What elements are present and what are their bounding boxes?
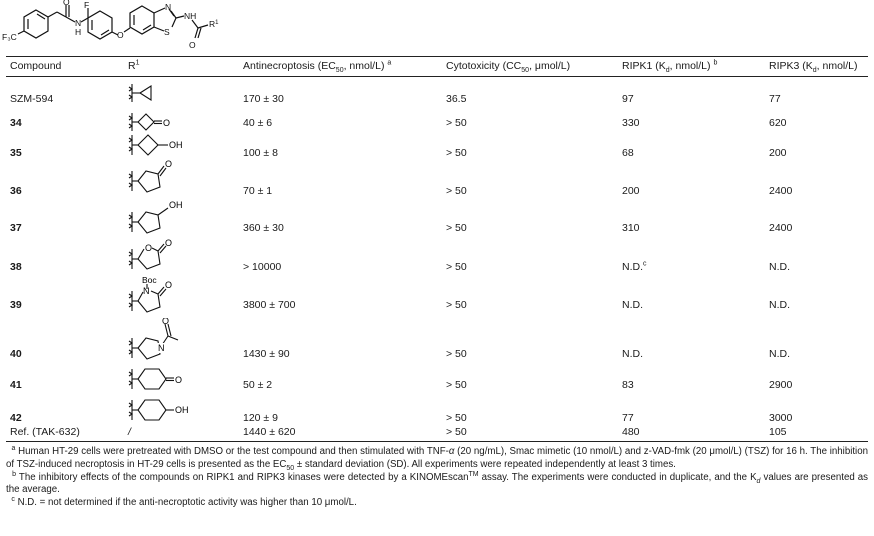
urea-o-label: O <box>189 40 196 50</box>
cell-compound: 38 <box>10 261 22 273</box>
cell-antinecroptosis: 40 ± 6 <box>243 117 273 129</box>
table-header-rule <box>6 76 868 77</box>
cell-cytotoxicity: > 50 <box>446 147 467 159</box>
thiazole-s-label: S <box>164 27 170 37</box>
cell-cytotoxicity: > 50 <box>446 426 467 438</box>
scaffold-structure <box>0 0 250 52</box>
header-compound: Compound <box>10 60 62 72</box>
cell-ripk3: 2900 <box>769 379 793 391</box>
cell-antinecroptosis: 360 ± 30 <box>243 222 284 234</box>
header-antinecroptosis: Antinecroptosis ($EC_{50}$, nmol/L) $^a$ <box>243 59 392 75</box>
r1-label: $R^1$ <box>209 19 219 29</box>
cell-cytotoxicity: > 50 <box>446 222 467 234</box>
r1-structure-boc-pyrrolidinone <box>118 275 198 315</box>
nh-label: NH <box>184 11 197 21</box>
atom-o-ring: O <box>145 243 153 253</box>
cell-ripk3: 105 <box>769 426 787 438</box>
cell-ripk3: N.D. <box>769 299 790 311</box>
footnote-c: $^c$ N.D. = not determined if the anti-necroptotic activity was higher than 10 μmol/L. <box>11 495 357 509</box>
cell-ripk3: 77 <box>769 93 781 105</box>
cell-ripk3: 2400 <box>769 222 793 234</box>
cell-ripk1: 200 <box>622 185 640 197</box>
cell-antinecroptosis: 70 ± 1 <box>243 185 273 197</box>
cell-antinecroptosis: 50 ± 2 <box>243 379 273 391</box>
atom-o: O <box>162 318 170 326</box>
fluorine-label: F <box>84 0 90 10</box>
cell-cytotoxicity: > 50 <box>446 348 467 360</box>
cell-ripk3: 3000 <box>769 412 793 424</box>
cell-cytotoxicity: > 50 <box>446 261 467 273</box>
cell-ripk1: N.D.$^c$ <box>622 260 647 273</box>
cell-ripk1: N.D. <box>622 299 643 311</box>
header-r1: $R^1$ <box>128 59 140 72</box>
footnote-a: $^a$ Human HT-29 cells were pretreated with DMSO or the test compound and then stimulated with TNF-α (20 ng/mL), Smac mimetic (10 nmol/L) and z-VAD-fmk (20 μmol/L) (TSZ) for 16 h. The inhibition of TSZ-induced necroptosis in HT-29 cells is presented as the $EC_{50}$ ± standard deviation (SD). All experiments were repeated independently at least 3 times. <box>6 444 868 472</box>
table-footnotes <box>6 446 868 510</box>
cell-antinecroptosis: 170 ± 30 <box>243 93 284 105</box>
header-ripk1: RIPK1 ($K_d$, nmol/L) $^b$ <box>622 59 718 75</box>
cell-r1-slash: / <box>128 426 131 438</box>
cell-cytotoxicity: > 50 <box>446 412 467 424</box>
cell-cytotoxicity: 36.5 <box>446 93 467 105</box>
atom-o: O <box>163 118 171 128</box>
cell-ripk1: 77 <box>622 412 634 424</box>
cf3-label: F₃C <box>2 32 17 42</box>
header-cytotoxicity: Cytotoxicity ($CC_{50}$, μmol/L) <box>446 60 571 75</box>
cell-compound: 37 <box>10 222 22 234</box>
cell-ripk3: 200 <box>769 147 787 159</box>
cell-antinecroptosis: 1440 ± 620 <box>243 426 296 438</box>
r1-structure-oxocyclohexyl <box>118 364 208 394</box>
cell-ripk3: 2400 <box>769 185 793 197</box>
cell-ripk1: 68 <box>622 147 634 159</box>
cell-antinecroptosis: > 10000 <box>243 261 282 273</box>
cell-antinecroptosis: 1430 ± 90 <box>243 348 290 360</box>
table-top-rule <box>6 56 868 57</box>
carbonyl-o-label: O <box>63 0 70 7</box>
cell-compound: 39 <box>10 299 22 311</box>
atom-oh: OH <box>169 140 183 150</box>
atom-n: N <box>158 343 165 353</box>
r1-structure-hydroxycyclopentyl <box>118 196 198 236</box>
atom-o: O <box>165 280 173 290</box>
cell-compound: Ref. (TAK-632) <box>10 426 80 438</box>
atom-o: O <box>165 238 173 248</box>
cell-antinecroptosis: 3800 ± 700 <box>243 299 296 311</box>
cell-ripk1: 310 <box>622 222 640 234</box>
cell-ripk1: 480 <box>622 426 640 438</box>
r1-structure-acetylpyrrolidinyl <box>118 318 198 362</box>
cell-ripk3: N.D. <box>769 348 790 360</box>
atom-oh: OH <box>169 200 183 210</box>
cell-ripk1: 83 <box>622 379 634 391</box>
atom-n: N <box>143 286 150 296</box>
scaffold-bonds <box>18 5 208 39</box>
cell-compound: SZM-594 <box>10 93 54 105</box>
cell-ripk1: 97 <box>622 93 634 105</box>
amide-n-label: N <box>75 18 82 28</box>
r1-structure-hydroxycyclohexyl <box>118 395 218 425</box>
r1-structure-hydroxycyclobutyl <box>118 131 208 159</box>
atom-o: O <box>165 159 173 169</box>
r1-structure-oxolanone <box>118 237 188 273</box>
cell-ripk3: 620 <box>769 117 787 129</box>
cell-compound: 34 <box>10 117 22 129</box>
r1-structure-oxocyclopentyl <box>118 157 188 195</box>
cell-compound: 36 <box>10 185 22 197</box>
cell-compound: 42 <box>10 412 22 424</box>
cell-compound: 35 <box>10 147 22 159</box>
cell-ripk1: 330 <box>622 117 640 129</box>
cell-cytotoxicity: > 50 <box>446 379 467 391</box>
atom-o: O <box>175 375 183 385</box>
header-ripk3: RIPK3 ($K_d$, nmol/L) <box>769 60 858 75</box>
footnote-ref-c: c <box>643 260 647 268</box>
cell-antinecroptosis: 100 ± 8 <box>243 147 278 159</box>
r1-structure-cyclopropyl <box>118 82 168 104</box>
cell-antinecroptosis: 120 ± 9 <box>243 412 278 424</box>
atom-oh: OH <box>175 405 189 415</box>
cell-cytotoxicity: > 50 <box>446 117 467 129</box>
cell-ripk3: N.D. <box>769 261 790 273</box>
amide-h-label: H <box>75 27 82 37</box>
ether-o-label: O <box>117 30 124 40</box>
thiazole-n-label: N <box>165 2 172 12</box>
cell-compound: 41 <box>10 379 22 391</box>
cell-ripk1: N.D. <box>622 348 643 360</box>
cell-compound: 40 <box>10 348 22 360</box>
footnote-b: $^b$ The inhibitory effects of the compounds on RIPK1 and RIPK3 kinases were detected by a KINOMEscan™ assay. The experiments were conducted in duplicate, and the $K_d$ values are presented as the average. <box>6 470 869 496</box>
cell-cytotoxicity: > 50 <box>446 185 467 197</box>
table-bottom-rule <box>6 441 868 442</box>
cell-cytotoxicity: > 50 <box>446 299 467 311</box>
atom-boc: Boc <box>142 275 157 285</box>
